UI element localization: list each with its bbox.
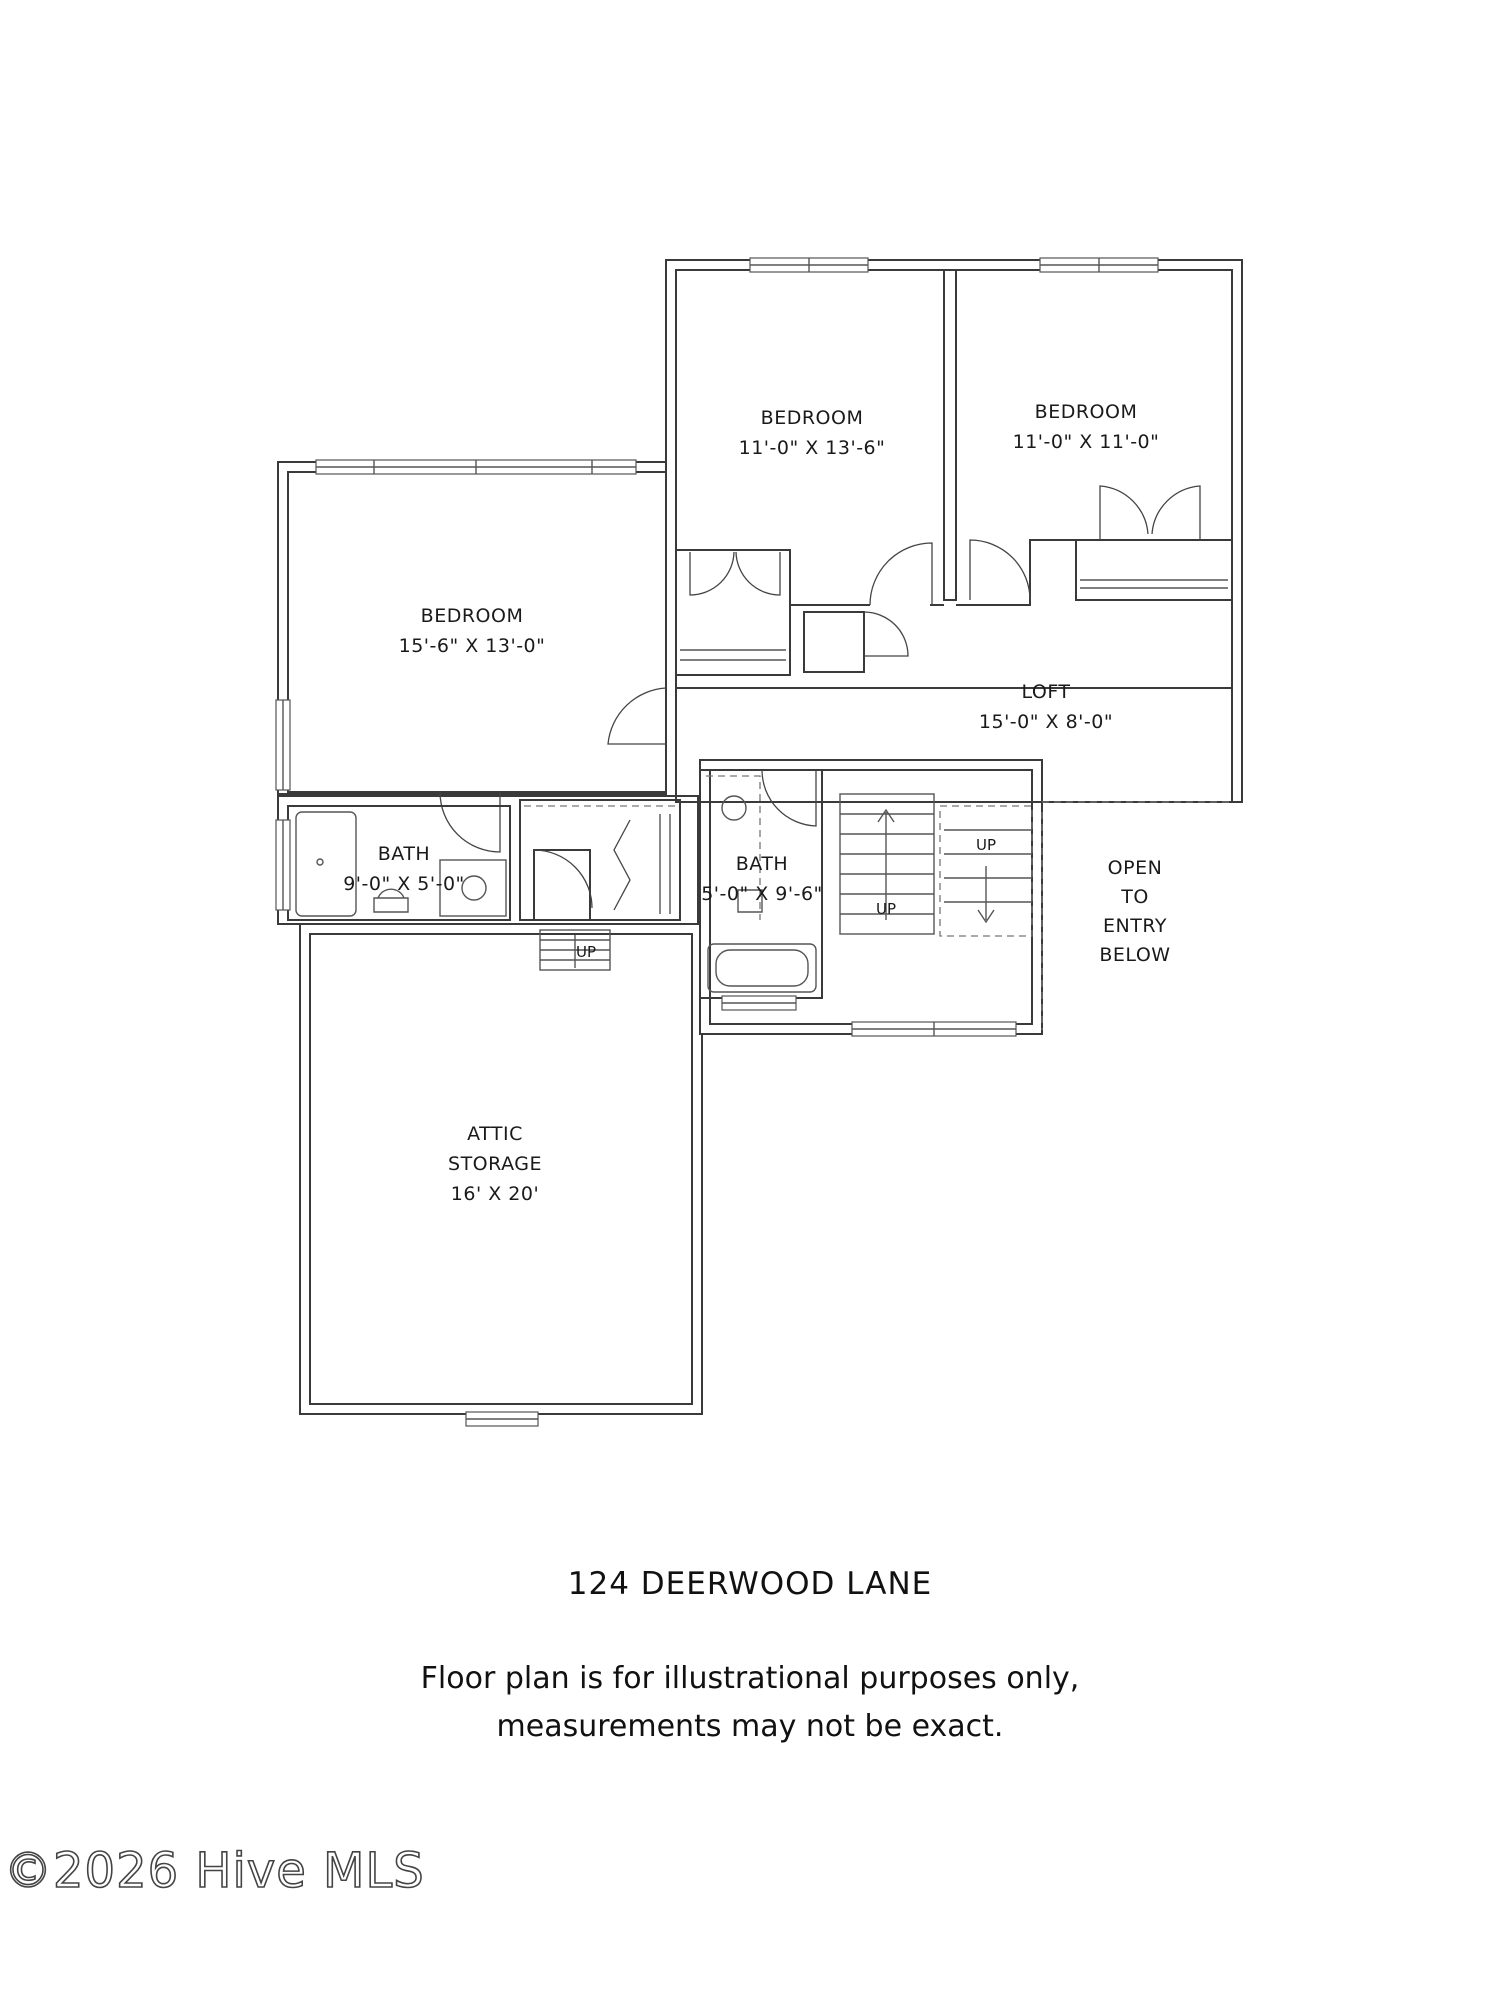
attic-name-line2: STORAGE xyxy=(448,1153,542,1175)
bedroom-2-name: BEDROOM xyxy=(760,407,864,429)
bedroom-3-name: BEDROOM xyxy=(1034,401,1138,423)
bedroom-2-size: 11'-0" X 13'-6" xyxy=(738,437,886,459)
bath-2-name: BATH xyxy=(735,853,789,875)
bedroom-3-size: 11'-0" X 11'-0" xyxy=(1012,431,1160,453)
stair-up-label-2: UP xyxy=(975,836,997,854)
bath-1-size: 9'-0" X 5'-0" xyxy=(343,873,465,895)
open-to-entry-line4: BELOW xyxy=(1099,944,1171,966)
stair-up-label-1: UP xyxy=(875,900,897,918)
disclaimer-line-1: Floor plan is for illustrational purposes only, xyxy=(420,1661,1080,1696)
disclaimer xyxy=(0,1655,1500,1751)
disclaimer-line-2: measurements may not be exact. xyxy=(496,1709,1004,1744)
bath-2-size: 5'-0" X 9'-6" xyxy=(701,883,823,905)
property-address: 124 DEERWOOD LANE xyxy=(567,1566,933,1602)
bedroom-1-name: BEDROOM xyxy=(420,605,524,627)
loft-name: LOFT xyxy=(1021,681,1071,703)
attic-stair-up-label: UP xyxy=(575,943,597,961)
bedroom-1-size: 15'-6" X 13'-0" xyxy=(398,635,546,657)
open-to-entry-line2: TO xyxy=(1121,886,1149,908)
bath-1-name: BATH xyxy=(377,843,431,865)
attic-name-line1: ATTIC xyxy=(467,1123,523,1145)
loft-size: 15'-0" X 8'-0" xyxy=(978,711,1114,733)
open-to-entry-line3: ENTRY xyxy=(1103,915,1167,937)
wall-bed2-bed3 xyxy=(944,270,956,600)
open-to-entry-line1: OPEN xyxy=(1107,857,1163,879)
copyright-watermark: ©2026 Hive MLS xyxy=(4,1843,425,1899)
attic-size: 16' X 20' xyxy=(450,1183,540,1205)
